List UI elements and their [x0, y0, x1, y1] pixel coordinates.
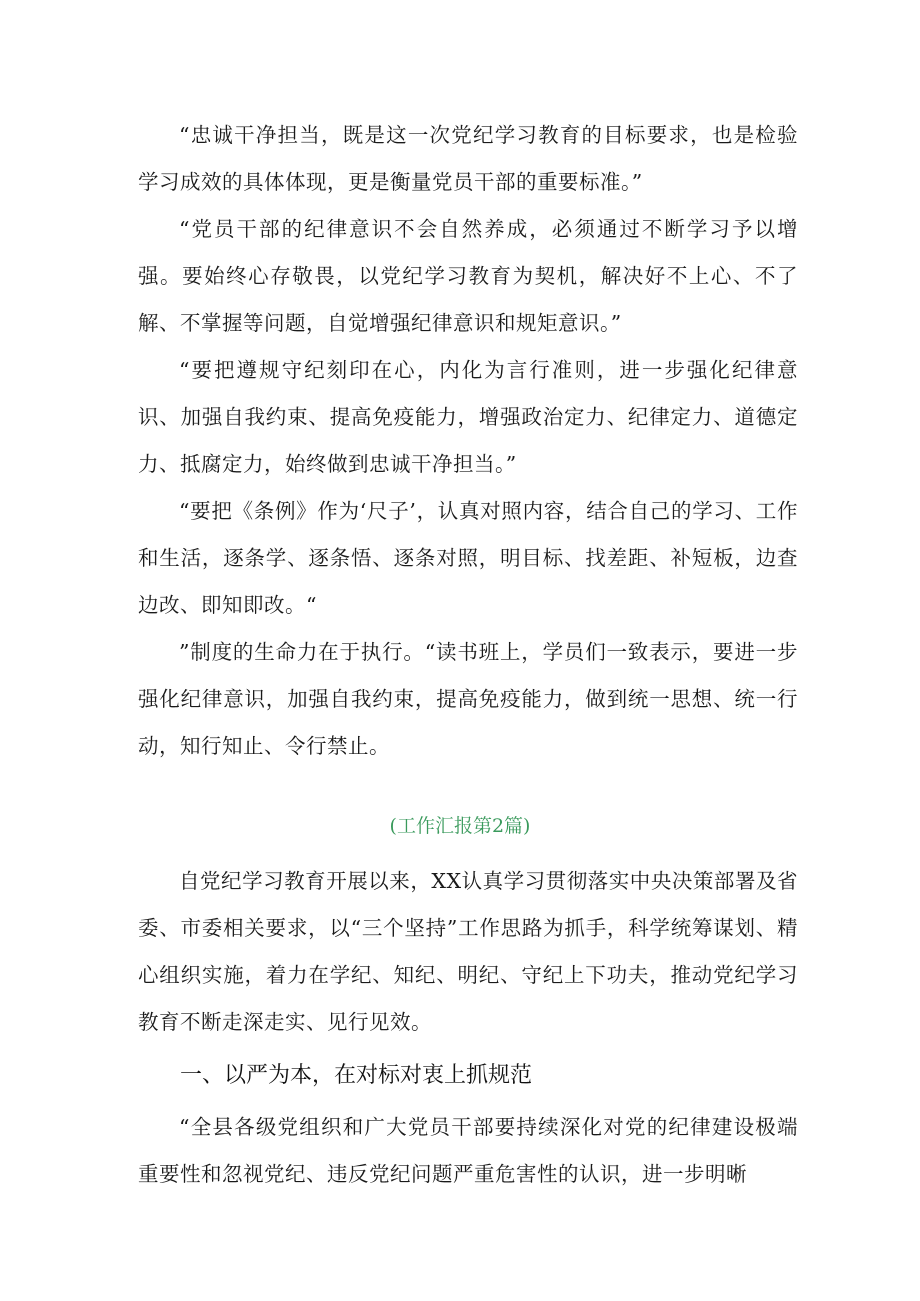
paragraph-4: “要把《条例》作为‘尺子’，认真对照内容，结合自己的学习、工作和生活，逐条学、逐条悟、逐条对照，明目标、找差距、补短板，边查边改、即知即改。“ [138, 499, 798, 617]
paragraph-3: “要把遵规守纪刻印在心，内化为言行准则，进一步强化纪律意识、加强自我约束、提高免疫能力，增强政治定力、纪律定力、道德定力、抵腐定力，始终做到忠诚干净担当。” [138, 358, 798, 476]
paragraph-section-1: “全县各级党组织和广大党员干部要持续深化对党的纪律建设极端重要性和忽视党纪、违反党纪问题严重危害性的认识，进一步明晰 [138, 1115, 798, 1186]
section-subtitle: (工作汇报第2篇) [389, 815, 531, 837]
paragraph-intro: 自党纪学习教育开展以来，XX认真学习贯彻落实中央决策部署及省委、市委相关要求，以“三个坚持”工作思路为抓手，科学统筹谋划、精心组织实施，着力在学纪、知纪、明纪、守纪上下功夫，推动党纪学习教育不断走深走实、见行见效。 [138, 869, 798, 1034]
paragraph-5: ”制度的生命力在于执行。“读书班上，学员们一致表示，要进一步强化纪律意识，加强自我约束，提高免疫能力，做到统一思想、统一行动，知行知止、令行禁止。 [138, 640, 798, 758]
paragraph-1: “忠诚干净担当，既是这一次党纪学习教育的目标要求，也是检验学习成效的具体体现，更是衡量党员干部的重要标准。” [138, 123, 798, 194]
section-heading: 一、以严为本，在对标对衷上抓规范 [180, 1063, 533, 1088]
paragraph-2: “党员干部的纪律意识不会自然养成，必须通过不断学习予以增强。要始终心存敬畏，以党纪学习教育为契机，解决好不上心、不了解、不掌握等问题，自觉增强纪律意识和规矩意识。” [138, 217, 798, 335]
